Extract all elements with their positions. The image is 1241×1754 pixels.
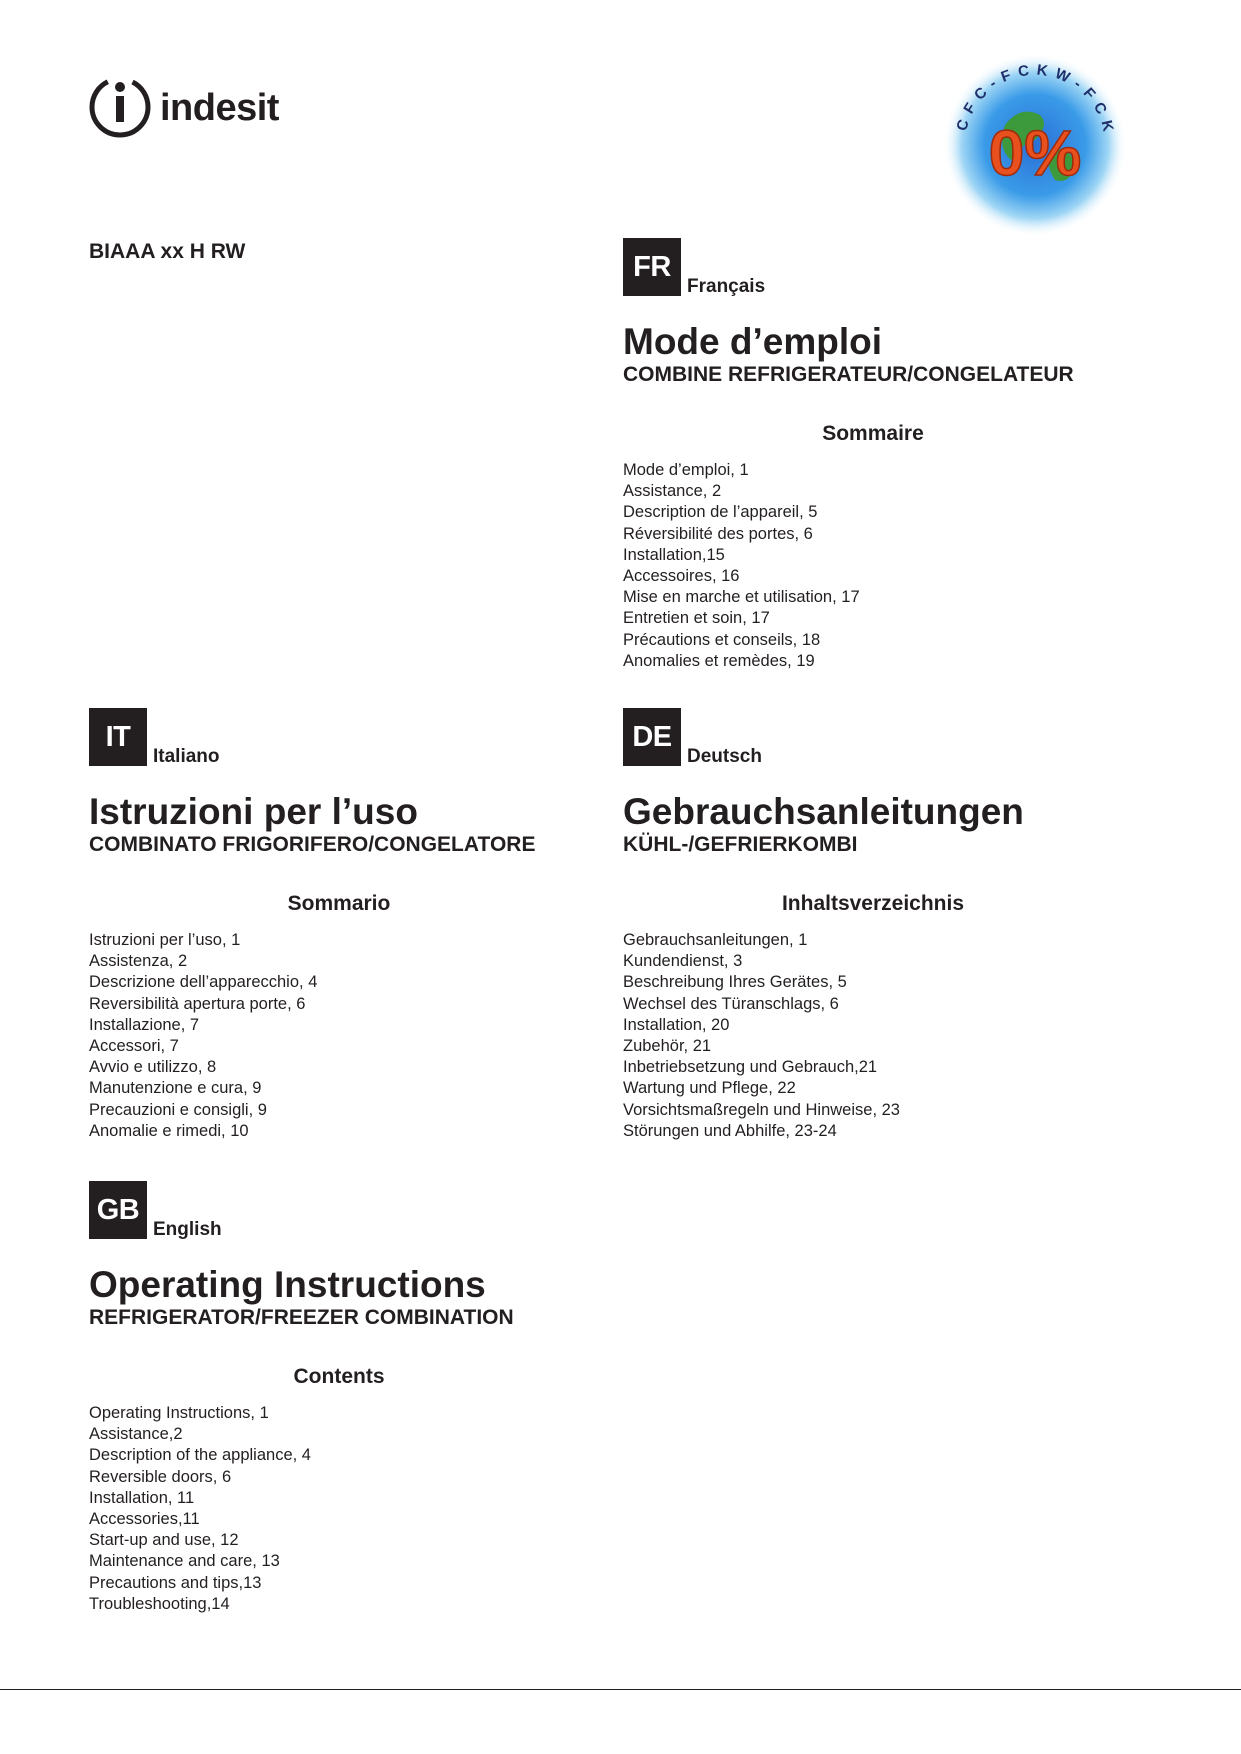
lang-code-fr: FR <box>623 238 681 296</box>
title-gb: Operating Instructions <box>89 1264 486 1305</box>
toc-item: Gebrauchsanleitungen, 1 <box>623 931 808 949</box>
section-fr <box>623 238 1123 672</box>
toc-item: Assistance,2 <box>89 1425 183 1444</box>
indesit-logo <box>88 70 338 144</box>
cfc-free-badge <box>935 40 1135 240</box>
lang-code-it: IT <box>89 708 147 766</box>
toc-item: Zubehör, 21 <box>623 1037 712 1056</box>
toc-item: Accessories,11 <box>89 1510 200 1529</box>
toc-item: Precautions and tips,13 <box>89 1573 262 1592</box>
indesit-logo-icon <box>88 70 338 144</box>
section-it <box>89 708 589 1142</box>
toc-item: Installation, 11 <box>89 1488 195 1507</box>
toc-item: Précautions et conseils, 18 <box>623 630 821 649</box>
toc-item: Anomalie e rimedi, 10 <box>89 1121 249 1140</box>
toc-item: Accessori, 7 <box>89 1037 179 1056</box>
toc-item: Beschreibung Ihres Gerätes, 5 <box>623 973 847 992</box>
toc-item: Reversible doors, 6 <box>89 1467 232 1486</box>
title-fr: Mode d’emploi <box>623 321 882 362</box>
toc-list-gb <box>89 1403 589 1615</box>
lang-code-gb: GB <box>89 1181 147 1239</box>
toc-item: Avvio e utilizzo, 8 <box>89 1058 217 1077</box>
toc-item: Description of the appliance, 4 <box>89 1446 311 1465</box>
toc-item: Installation,15 <box>623 545 725 564</box>
toc-list-fr <box>623 460 1123 672</box>
toc-heading-fr: Sommaire <box>822 422 924 445</box>
title-de: Gebrauchsanleitungen <box>623 791 1024 832</box>
toc-item: Wechsel des Türanschlags, 6 <box>623 994 839 1013</box>
toc-item: Assistenza, 2 <box>89 952 188 971</box>
toc-item: Mode d’emploi, 1 <box>623 461 749 479</box>
toc-item: Anomalies et remèdes, 19 <box>623 651 815 670</box>
lang-name-gb: English <box>153 1219 222 1240</box>
toc-item: Installazione, 7 <box>89 1015 200 1034</box>
toc-heading-de: Inhaltsverzeichnis <box>781 892 965 915</box>
toc-item: Start-up and use, 12 <box>89 1531 239 1550</box>
lang-name-it: Italiano <box>153 746 220 767</box>
toc-list-it <box>89 930 589 1142</box>
subtitle-gb: REFRIGERATOR/FREEZER COMBINATION <box>89 1306 514 1329</box>
subtitle-de: KÜHL-/GEFRIERKOMBI <box>623 833 858 856</box>
toc-item: Manutenzione e cura, 9 <box>89 1079 262 1098</box>
section-de <box>623 708 1123 1142</box>
toc-item: Assistance, 2 <box>623 482 722 501</box>
toc-item: Vorsichtsmaßregeln und Hinweise, 23 <box>623 1100 900 1119</box>
toc-item: Precauzioni e consigli, 9 <box>89 1100 267 1119</box>
toc-item: Wartung und Pflege, 22 <box>623 1079 796 1098</box>
toc-item: Istruzioni per l’uso, 1 <box>89 931 241 949</box>
toc-item: Réversibilité des portes, 6 <box>623 524 813 543</box>
toc-item: Inbetriebsetzung und Gebrauch,21 <box>623 1058 878 1077</box>
subtitle-fr: COMBINE REFRIGERATEUR/CONGELATEUR <box>623 363 1074 386</box>
toc-item: Descrizione dell’apparecchio, 4 <box>89 973 318 992</box>
lang-name-fr: Français <box>687 276 766 297</box>
footer-divider <box>0 1689 1241 1690</box>
section-gb <box>89 1181 589 1615</box>
subtitle-it: COMBINATO FRIGORIFERO/CONGELATORE <box>89 833 536 856</box>
toc-item: Kundendienst, 3 <box>623 952 743 971</box>
toc-item: Operating Instructions, 1 <box>89 1404 269 1422</box>
toc-item: Mise en marche et utilisation, 17 <box>623 588 860 607</box>
model-number: BIAAA xx H RW <box>89 240 246 263</box>
toc-item: Störungen und Abhilfe, 23-24 <box>623 1121 837 1140</box>
toc-item: Reversibilità apertura porte, 6 <box>89 994 306 1013</box>
toc-heading-gb: Contents <box>293 1365 385 1388</box>
toc-heading-it: Sommario <box>287 892 391 915</box>
toc-item: Maintenance and care, 13 <box>89 1552 280 1571</box>
toc-item: Description de l’appareil, 5 <box>623 503 818 522</box>
toc-item: Entretien et soin, 17 <box>623 609 770 628</box>
lang-code-de: DE <box>623 708 681 766</box>
toc-list-de <box>623 930 1123 1142</box>
globe-icon <box>935 40 1135 240</box>
title-it: Istruzioni per l’uso <box>89 791 418 832</box>
logo-wordmark: indesit <box>160 87 279 129</box>
badge-ring-text: CFC-FCKW-FCK <box>953 61 1119 140</box>
badge-value: 0% <box>988 117 1082 189</box>
toc-item: Accessoires, 16 <box>623 567 740 586</box>
toc-item: Installation, 20 <box>623 1015 730 1034</box>
toc-item: Troubleshooting,14 <box>89 1594 230 1613</box>
lang-name-de: Deutsch <box>687 746 762 767</box>
